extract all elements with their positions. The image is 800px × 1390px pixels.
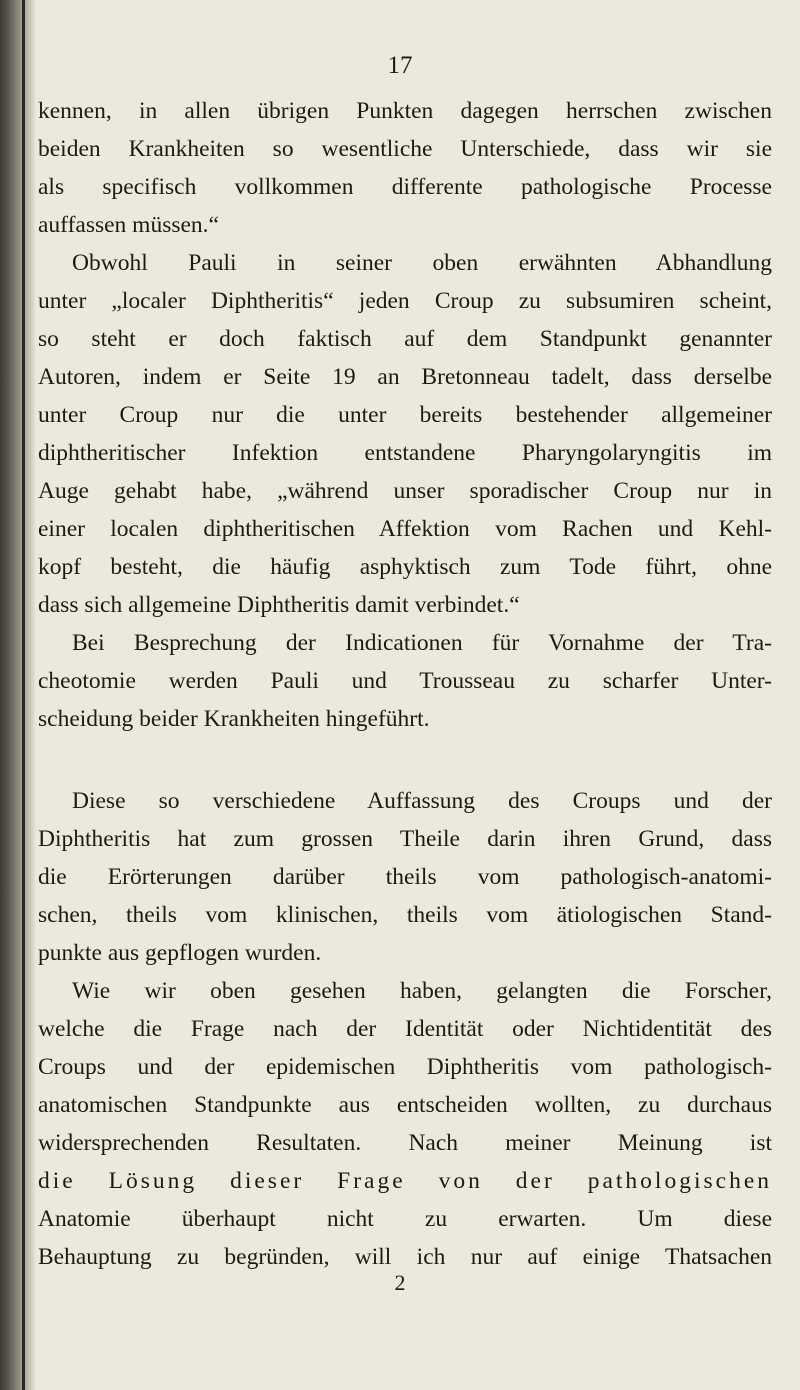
text-line: unter „localer Diphtheritis“ jeden Croup zu subsumiren scheint, [38,288,772,314]
text-line: unter Croup nur die unter bereits bestehender allgemeiner [38,402,772,428]
text-line: dass sich allgemeine Diphtheritis damit verbindet.“ [38,592,520,618]
paragraph-3 [38,624,772,738]
text-line: einer localen diphtheritischen Affektion vom Rachen und Kehl- [38,516,772,542]
text-line: Auge gehabt habe, „während unser sporadischer Croup nur in [38,478,772,504]
text-line: kopf besteht, die häufig asphyktisch zum Tode führt, ohne [38,554,772,580]
binding-edge [22,0,25,1390]
paragraph-2 [38,244,772,624]
text-line: cheotomie werden Pauli und Trousseau zu scharfer Unter- [38,668,772,694]
text-line: punkte aus gepflogen wurden. [38,940,322,966]
text-line: Behauptung zu begründen, will ich nur auf einige Thatsachen [38,1244,772,1270]
text-line: Autoren, indem er Seite 19 an Bretonneau tadelt, dass derselbe [38,364,772,390]
text-line: Wie wir oben gesehen haben, gelangten die Forscher, [72,978,772,1004]
text-line: scheidung beider Krankheiten hingeführt. [38,706,430,732]
text-line: die Lösung dieser Frage von der pathologischen [38,1168,772,1194]
paragraph-4 [38,782,772,972]
text-line: Obwohl Pauli in seiner oben erwähnten Abhandlung [72,250,772,276]
text-line: kennen, in allen übrigen Punkten dagegen herrschen zwischen [38,98,772,124]
text-line: als specifisch vollkommen differente pathologische Processe [38,174,772,200]
text-line: beiden Krankheiten so wesentliche Unterschiede, dass wir sie [38,136,772,162]
text-line: schen, theils vom klinischen, theils vom ätiologischen Stand- [38,902,772,928]
page-number: 17 [387,52,413,79]
text-line: Anatomie überhaupt nicht zu erwarten. Um diese [38,1206,772,1232]
paragraph-1 [38,92,772,244]
text-line: Diese so verschiedene Auffassung des Croups und der [72,788,772,814]
page-gutter-shadow [0,0,36,1390]
text-line: auffassen müssen.“ [38,212,219,238]
text-line: Croups und der epidemischen Diphtheritis vom pathologisch- [38,1054,772,1080]
text-line: anatomischen Standpunkte aus entscheiden wollten, zu durchaus [38,1092,772,1118]
text-line: Diphtheritis hat zum grossen Theile darin ihren Grund, dass [38,826,772,852]
paragraph-5 [38,972,772,1276]
signature-mark: 2 [394,1270,406,1295]
text-line: welche die Frage nach der Identität oder Nichtidentität des [38,1016,772,1042]
text-line: so steht er doch faktisch auf dem Standpunkt genannter [38,326,772,352]
text-line: widersprechenden Resultaten. Nach meiner Meinung ist [38,1130,772,1156]
text-line: diphtheritischer Infektion entstandene Pharyngolaryngitis im [38,440,772,466]
text-line: die Erörterungen darüber theils vom pathologisch-anatomi- [38,864,772,890]
text-line: Bei Besprechung der Indicationen für Vornahme der Tra- [72,630,772,656]
